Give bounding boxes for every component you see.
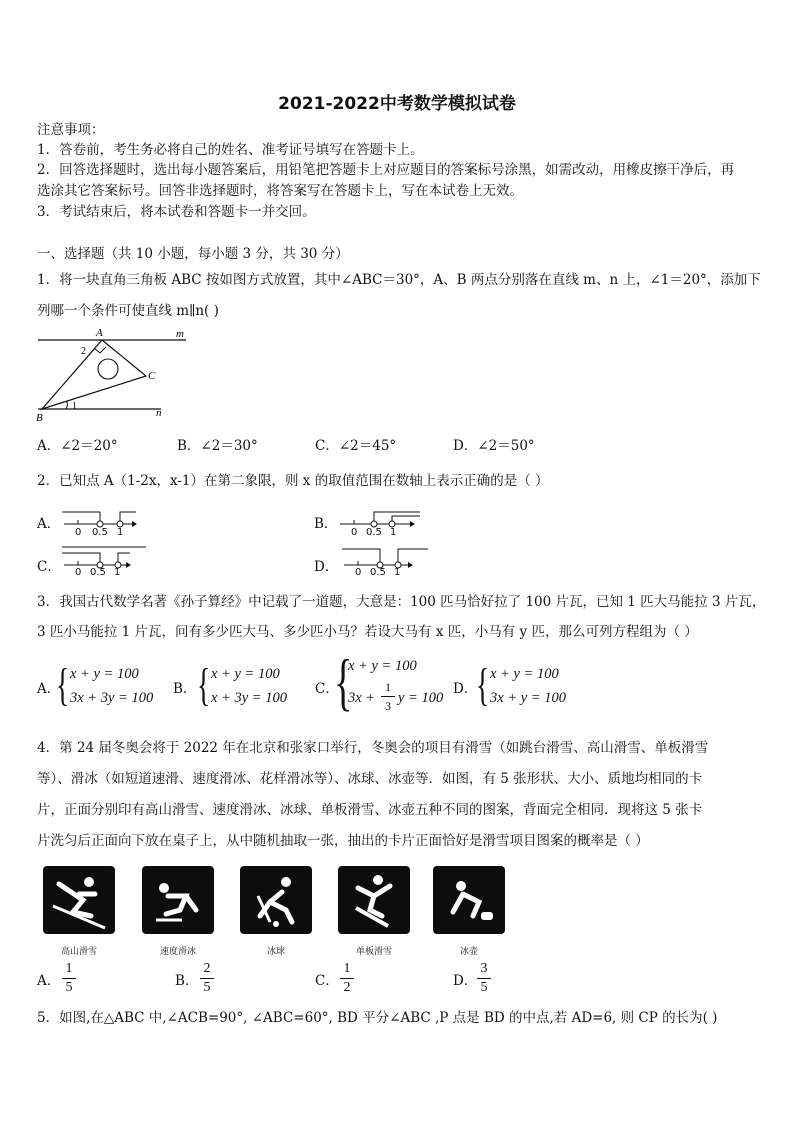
q2-stem: 2．已知点 A（1-2x，x-1）在第二象限，则 x 的取值范围在数轴上表示正确的是（ ） [37,473,549,489]
card-label-alpine: 高山滑雪 [60,947,97,957]
notice-item-1: 1．答卷前，考生务必将自己的姓名、准考证号填写在答题卡上。 [37,142,424,158]
card-label-speed: 速度滑冰 [159,947,196,957]
q2-a-tick-1: 1 [117,527,124,538]
card-alpine-skiing [43,866,115,934]
card-snowboard [338,866,410,934]
q4-stem-line1: 4．第 24 届冬奥会将于 2022 年在北京和张家口举行，冬奥会的项目有滑雪（如跳台滑雪、高山滑雪、单板滑雪 [37,740,709,756]
section-heading: 一、选择题（共 10 小题，每小题 3 分，共 30 分） [37,246,349,262]
q3-a-eq1: x + y = 100 [70,666,139,682]
q3-c-fraction [381,679,395,714]
q2-d-tick-05: 0.5 [370,567,386,578]
q4-option-b-fraction [200,961,214,996]
q4-option-d-letter: D． [453,973,478,989]
q3-c-eq2-left: 3x + [348,690,376,706]
page-title: 2021-2022中考数学模拟试卷 [278,94,516,114]
q2-option-b-letter: B． [314,516,338,532]
q1-stem-line2: 列哪一个条件可使直线 m∥n( ) [37,303,219,319]
q1-label-n: n [156,407,162,419]
q1-label-b: B [36,412,43,422]
q4-c-den: 2 [343,980,351,995]
card-curling [433,866,505,934]
alpine-skiing-icon [43,866,115,934]
q1-label-c: C [148,370,156,382]
q4-d-den: 5 [480,980,488,995]
q2-b-tick-05: 0.5 [366,527,382,538]
q2-d-tick-0: 0 [355,567,362,578]
q3-b-eq2: x + 3y = 100 [211,690,287,706]
snowboard-icon [338,866,410,934]
q2-d-tick-1: 1 [394,567,401,578]
q1-label-angle2: 2 [81,346,86,357]
q3-c-eq2-right: y = 100 [398,690,444,706]
q4-stem-line4: 片洗匀后正面向下放在桌子上，从中随机抽取一张，抽出的卡片正面恰好是滑雪项目图案的概率是（ ） [37,833,649,849]
q4-c-num: 1 [343,961,351,976]
q1-option-d: D．∠2＝50° [453,438,535,454]
q4-option-a-fraction [62,961,76,996]
q4-a-den: 5 [65,980,73,995]
q4-b-num: 2 [203,961,211,976]
q2-a-tick-0: 0 [75,527,82,538]
q3-d-eq2: 3x + y = 100 [490,690,566,706]
q1-option-a: A．∠2＝20° [37,438,118,454]
q4-stem-line2: 等）、滑冰（如短道速滑、速度滑冰、花样滑冰等）、冰球、冰壶等．如图，有 5 张形状、大小、质地均相同的卡 [37,771,703,787]
q2-option-c-letter: C． [37,559,61,575]
q1-option-c: C．∠2＝45° [315,438,397,454]
speed-skating-icon [142,866,214,934]
q3-option-d-letter: D． [453,681,478,697]
q4-a-num: 1 [65,961,73,976]
q1-figure [36,326,196,422]
q3-option-a-system: { x + y = 100 3x + 3y = 100 [56,659,154,710]
q2-a-tick-05: 0.5 [92,527,108,538]
q2-c-tick-1: 1 [114,567,121,578]
q3-b-eq1: x + y = 100 [211,666,280,682]
card-label-snowboard: 单板滑雪 [355,947,392,957]
q3-option-a-letter: A． [37,681,61,697]
notice-item-3: 3．考试结束后，将本试卷和答题卡一并交回。 [37,204,316,220]
q2-c-tick-0: 0 [75,567,82,578]
q2-b-tick-0: 0 [351,527,358,538]
q1-label-m: m [176,328,184,340]
q3-option-b-letter: B． [173,681,197,697]
notice-heading: 注意事项： [37,122,105,138]
q4-option-b-letter: B． [175,973,199,989]
q3-c-frac-num: 1 [385,680,391,694]
q3-stem-line2: 3 匹小马能拉 1 片瓦，问有多少匹大马、多少匹小马？若设大马有 x 匹，小马有 y 匹，那么可列方程组为（ ） [37,624,698,640]
q5-stem: 5．如图,在△ABC 中,∠ACB=90°, ∠ABC=60°, BD 平分∠ABC ,P 点是 BD 的中点,若 AD=6, 则 CP 的长为( ) [37,1010,718,1026]
q3-option-c-letter: C． [315,681,339,697]
q4-option-c-letter: C． [315,973,339,989]
q2-b-tick-1: 1 [390,527,397,538]
q4-stem-line3: 片，正面分别印有高山滑雪、速度滑冰、冰球、单板滑雪、冰壶五种不同的图案，背面完全相同．现将这 5 张卡 [37,802,703,818]
q1-label-angle1: 1 [72,401,77,412]
curling-icon [433,866,505,934]
q1-label-a: A [96,327,103,339]
q3-a-eq2: 3x + 3y = 100 [70,690,154,706]
q3-c-eq1: x + y = 100 [348,658,417,674]
notice-item-2: 2．回答选择题时，选出每小题答案后，用铅笔把答题卡上对应题目的答案标号涂黑，如需改动，用橡皮擦干净后，再 [37,162,735,178]
q4-d-num: 3 [480,961,488,976]
notice-item-2-cont: 选涂其它答案标号。回答非选择题时，将答案写在答题卡上，写在本试卷上无效。 [37,183,523,199]
card-speed-skating [142,866,214,934]
q4-option-d-fraction [477,961,491,996]
q2-option-d-letter: D． [314,559,339,575]
card-ice-hockey [240,866,312,934]
q2-c-tick-05: 0.5 [90,567,106,578]
q3-option-d-system: { x + y = 100 3x + y = 100 [476,659,566,710]
q1-option-b: B．∠2＝30° [177,438,258,454]
q3-stem-line1: 3．我国古代数学名著《孙子算经》中记载了一道题，大意是：100 匹马恰好拉了 100 片瓦，已知 1 匹大马能拉 3 片瓦， [37,594,766,610]
q3-option-c-system: { x + y = 100 3x + 1 3 y = 100 [334,646,444,717]
card-label-curling: 冰壶 [459,947,478,957]
q3-c-frac-den: 3 [385,699,391,713]
q3-d-eq1: x + y = 100 [490,666,559,682]
card-label-hockey: 冰球 [266,947,285,957]
q3-option-b-system: { x + y = 100 x + 3y = 100 [197,659,287,710]
q2-option-a-letter: A． [37,516,61,532]
q1-stem-line1: 1．将一块直角三角板 ABC 按如图方式放置，其中∠ABC＝30°，A、B 两点分别落在直线 m、n 上，∠1＝20°，添加下 [37,272,761,288]
q4-option-a-letter: A． [37,973,61,989]
q4-option-c-fraction [340,961,354,996]
q4-b-den: 5 [203,980,211,995]
ice-hockey-icon [240,866,312,934]
